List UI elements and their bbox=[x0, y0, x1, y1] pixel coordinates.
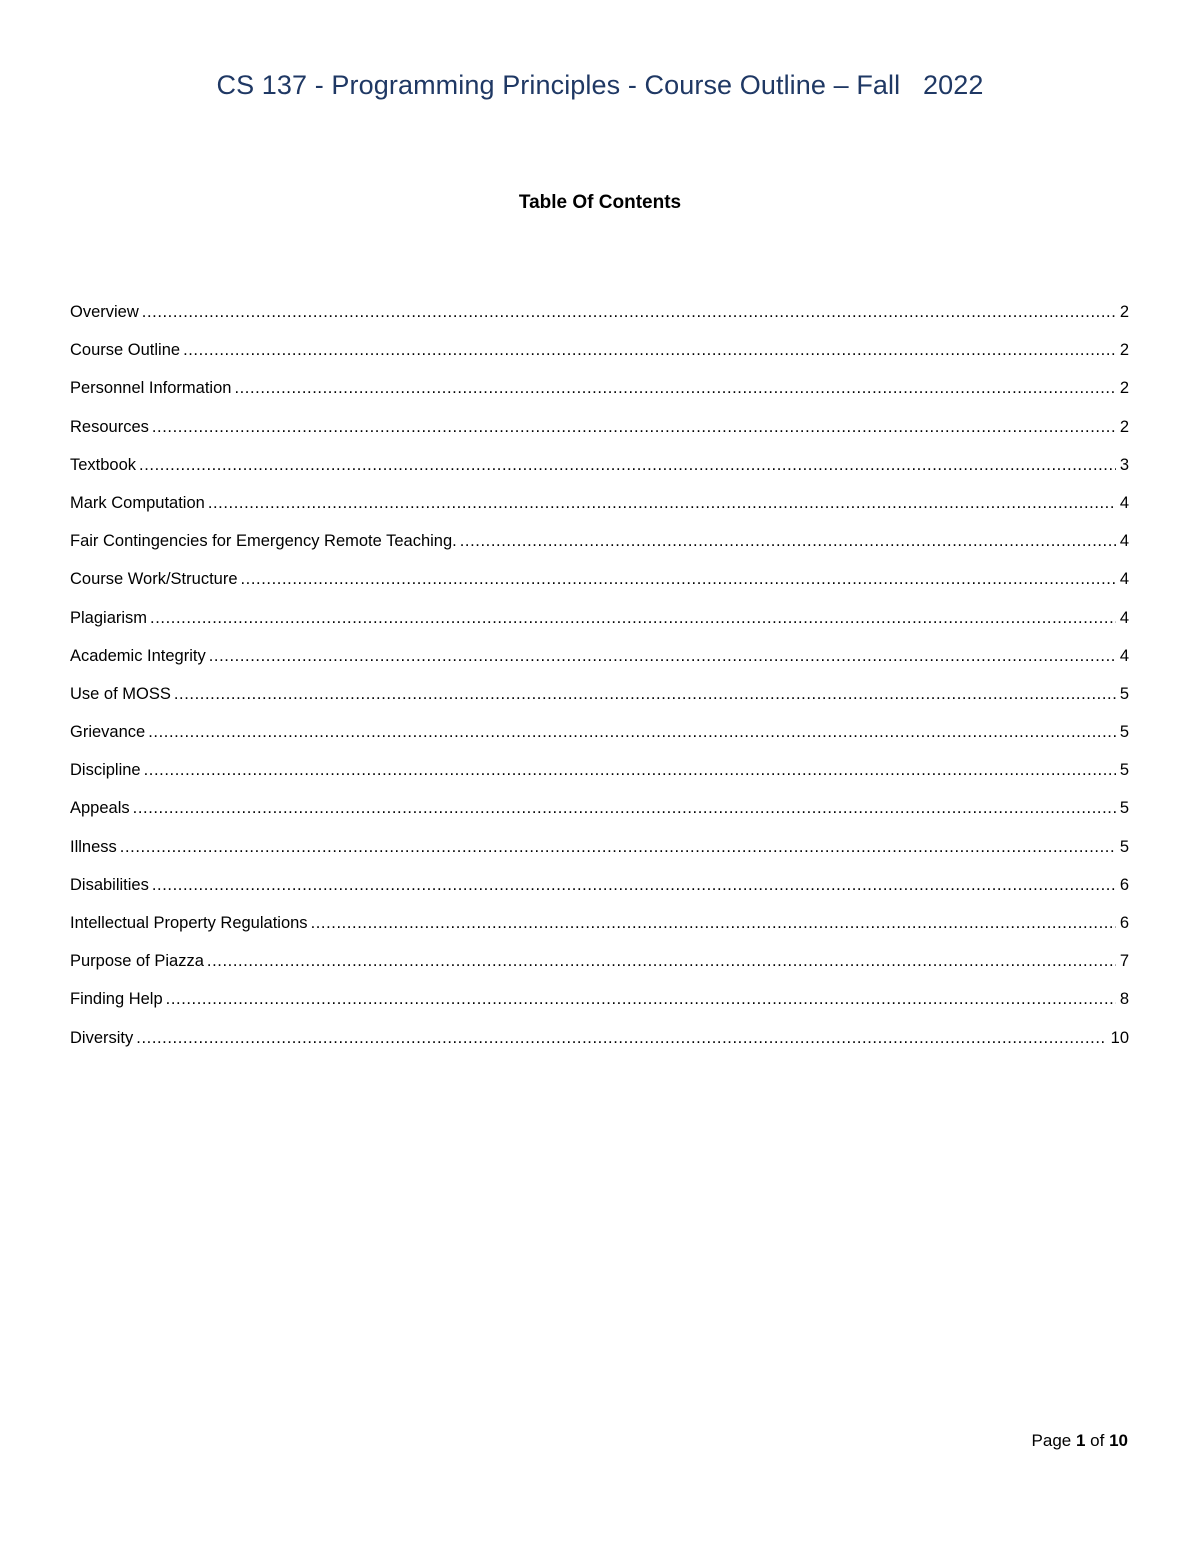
toc-entry[interactable] bbox=[70, 379, 1129, 417]
toc-entry[interactable] bbox=[70, 914, 1129, 952]
toc-dot-leader bbox=[241, 570, 1116, 589]
toc-entry[interactable] bbox=[70, 876, 1129, 914]
toc-entry-page-number: 5 bbox=[1119, 723, 1129, 742]
toc-entry-page-number: 2 bbox=[1119, 417, 1129, 436]
toc-entry[interactable] bbox=[70, 990, 1129, 1028]
toc-entry[interactable] bbox=[70, 838, 1129, 876]
toc-entry-page-number: 4 bbox=[1119, 532, 1129, 551]
toc-entry[interactable] bbox=[70, 303, 1129, 341]
toc-entry-page-number: 2 bbox=[1119, 341, 1129, 360]
toc-dot-leader bbox=[460, 532, 1116, 551]
table-of-contents bbox=[70, 303, 1129, 1067]
toc-entry-label: Purpose of Piazza bbox=[70, 952, 204, 971]
toc-entry-page-number: 2 bbox=[1119, 303, 1129, 321]
toc-entry[interactable] bbox=[70, 418, 1129, 456]
document-title: CS 137 - Programming Principles - Course Outline – Fall 2022 bbox=[216, 70, 984, 100]
toc-dot-leader bbox=[142, 303, 1116, 322]
toc-entry-page-number: 4 bbox=[1119, 493, 1129, 512]
toc-dot-leader bbox=[152, 418, 1116, 437]
page-label: Page bbox=[1031, 1431, 1076, 1450]
toc-dot-leader bbox=[148, 723, 1116, 742]
toc-dot-leader bbox=[209, 647, 1116, 666]
toc-dot-leader bbox=[150, 609, 1116, 628]
toc-entry[interactable] bbox=[70, 1029, 1129, 1067]
toc-entry[interactable] bbox=[70, 952, 1129, 990]
toc-entry-label: Plagiarism bbox=[70, 608, 148, 627]
toc-dot-leader bbox=[183, 341, 1116, 360]
toc-entry-label: Intellectual Property Regulations bbox=[70, 914, 308, 932]
toc-entry-label: Textbook bbox=[70, 455, 137, 474]
toc-entry-label: Illness bbox=[70, 837, 117, 856]
toc-dot-leader bbox=[144, 761, 1116, 780]
toc-entry-page-number: 3 bbox=[1119, 455, 1129, 474]
toc-entry-page-number: 5 bbox=[1119, 761, 1129, 780]
toc-entry-page-number: 4 bbox=[1119, 608, 1129, 627]
toc-entry[interactable] bbox=[70, 685, 1129, 723]
toc-entry-label: Resources bbox=[70, 417, 149, 436]
toc-entry-page-number: 7 bbox=[1119, 952, 1129, 971]
toc-dot-leader bbox=[311, 914, 1116, 933]
toc-entry-page-number: 5 bbox=[1119, 684, 1129, 703]
toc-entry-page-number: 8 bbox=[1119, 990, 1129, 1009]
page-of-label: of bbox=[1085, 1431, 1110, 1450]
toc-entry[interactable] bbox=[70, 799, 1129, 837]
toc-entry-label: Academic Integrity bbox=[70, 646, 206, 665]
toc-entry-label: Course Outline bbox=[70, 341, 181, 360]
toc-entry-label: Mark Computation bbox=[70, 493, 205, 512]
toc-dot-leader bbox=[234, 379, 1115, 398]
toc-entry-label: Use of MOSS bbox=[70, 684, 171, 703]
toc-entry-label: Fair Contingencies for Emergency Remote Teaching. bbox=[70, 532, 457, 551]
toc-entry-label: Course Work/Structure bbox=[70, 570, 238, 589]
page-number-footer bbox=[1032, 1431, 1128, 1451]
toc-dot-leader bbox=[136, 1029, 1106, 1048]
toc-entry-label: Personnel Information bbox=[70, 379, 232, 398]
toc-entry-label: Finding Help bbox=[70, 990, 163, 1009]
toc-dot-leader bbox=[120, 838, 1116, 857]
total-page-count: 10 bbox=[1109, 1431, 1128, 1450]
toc-dot-leader bbox=[208, 494, 1116, 513]
toc-entry[interactable] bbox=[70, 761, 1129, 799]
toc-entry-label: Grievance bbox=[70, 723, 146, 742]
toc-dot-leader bbox=[139, 456, 1116, 475]
toc-dot-leader bbox=[133, 799, 1116, 818]
toc-entry-page-number: 5 bbox=[1119, 837, 1129, 856]
toc-entry-label: Diversity bbox=[70, 1028, 134, 1047]
toc-dot-leader bbox=[174, 685, 1116, 704]
toc-entry-label: Overview bbox=[70, 303, 139, 321]
toc-entry[interactable] bbox=[70, 341, 1129, 379]
toc-entry[interactable] bbox=[70, 494, 1129, 532]
toc-entry-label: Appeals bbox=[70, 799, 130, 818]
toc-heading: Table Of Contents bbox=[518, 192, 682, 213]
toc-entry[interactable] bbox=[70, 532, 1129, 570]
toc-entry[interactable] bbox=[70, 456, 1129, 494]
toc-entry-page-number: 5 bbox=[1119, 799, 1129, 818]
toc-entry[interactable] bbox=[70, 609, 1129, 647]
toc-entry-page-number: 6 bbox=[1119, 875, 1129, 894]
toc-entry-label: Discipline bbox=[70, 761, 141, 780]
toc-dot-leader bbox=[152, 876, 1116, 895]
current-page-number: 1 bbox=[1075, 1431, 1086, 1450]
toc-entry-label: Disabilities bbox=[70, 875, 149, 894]
toc-entry-page-number: 6 bbox=[1119, 914, 1129, 932]
toc-entry-page-number: 10 bbox=[1110, 1028, 1129, 1047]
toc-entry[interactable] bbox=[70, 723, 1129, 761]
toc-entry-page-number: 4 bbox=[1119, 570, 1129, 589]
toc-dot-leader bbox=[166, 990, 1116, 1009]
toc-entry-page-number: 2 bbox=[1119, 379, 1129, 398]
toc-dot-leader bbox=[207, 952, 1116, 971]
toc-entry-page-number: 4 bbox=[1119, 646, 1129, 665]
toc-entry[interactable] bbox=[70, 570, 1129, 608]
toc-entry[interactable] bbox=[70, 647, 1129, 685]
